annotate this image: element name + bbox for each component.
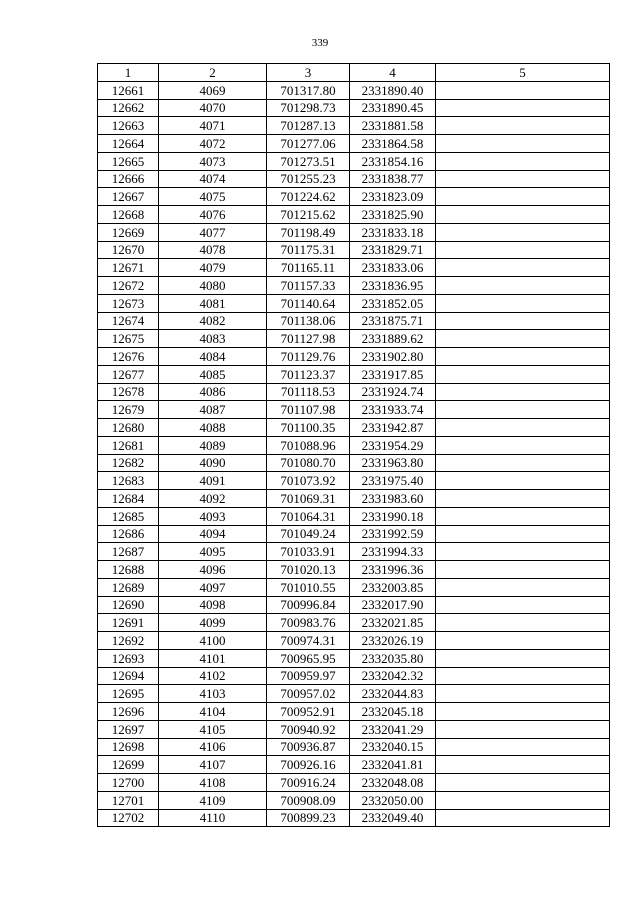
x-coordinate-cell: 700916.24 [267,774,350,792]
y-coordinate-cell: 2331823.09 [350,188,436,206]
note-cell [436,188,610,206]
table-row [98,490,610,508]
note-cell [436,401,610,419]
point-number-cell: 4079 [159,259,267,277]
point-number-cell: 4085 [159,365,267,383]
point-number-cell: 4101 [159,649,267,667]
point-number-cell: 4072 [159,135,267,153]
point-number-cell: 4082 [159,312,267,330]
table-row [98,525,610,543]
coordinates-table [97,63,610,827]
y-coordinate-cell: 2332042.32 [350,667,436,685]
table-row [98,188,610,206]
note-cell [436,117,610,135]
table-row [98,135,610,153]
table-row [98,472,610,490]
point-number-cell: 4097 [159,578,267,596]
note-cell [436,578,610,596]
x-coordinate-cell: 701157.33 [267,277,350,295]
table-row [98,756,610,774]
y-coordinate-cell: 2331875.71 [350,312,436,330]
note-cell [436,259,610,277]
x-coordinate-cell: 700940.92 [267,720,350,738]
row-number-cell: 12698 [98,738,159,756]
point-number-cell: 4090 [159,454,267,472]
note-cell [436,791,610,809]
row-number-cell: 12694 [98,667,159,685]
point-number-cell: 4075 [159,188,267,206]
y-coordinate-cell: 2331990.18 [350,507,436,525]
table-row [98,738,610,756]
point-number-cell: 4110 [159,809,267,827]
table-row [98,241,610,259]
point-number-cell: 4100 [159,632,267,650]
note-cell [436,170,610,188]
point-number-cell: 4104 [159,703,267,721]
note-cell [436,365,610,383]
row-number-cell: 12674 [98,312,159,330]
note-cell [436,419,610,437]
row-number-cell: 12690 [98,596,159,614]
point-number-cell: 4086 [159,383,267,401]
note-cell [436,561,610,579]
table-row [98,117,610,135]
y-coordinate-cell: 2331881.58 [350,117,436,135]
note-cell [436,490,610,508]
table-row [98,348,610,366]
row-number-cell: 12702 [98,809,159,827]
x-coordinate-cell: 701127.98 [267,330,350,348]
y-coordinate-cell: 2331852.05 [350,294,436,312]
x-coordinate-cell: 701215.62 [267,206,350,224]
point-number-cell: 4106 [159,738,267,756]
point-number-cell: 4071 [159,117,267,135]
y-coordinate-cell: 2332050.00 [350,791,436,809]
table-row [98,774,610,792]
y-coordinate-cell: 2332040.15 [350,738,436,756]
row-number-cell: 12697 [98,720,159,738]
row-number-cell: 12671 [98,259,159,277]
x-coordinate-cell: 701010.55 [267,578,350,596]
table-row [98,649,610,667]
x-coordinate-cell: 701073.92 [267,472,350,490]
y-coordinate-cell: 2331996.36 [350,561,436,579]
x-coordinate-cell: 701107.98 [267,401,350,419]
y-coordinate-cell: 2331825.90 [350,206,436,224]
y-coordinate-cell: 2332049.40 [350,809,436,827]
point-number-cell: 4088 [159,419,267,437]
note-cell [436,525,610,543]
note-cell [436,809,610,827]
point-number-cell: 4093 [159,507,267,525]
point-number-cell: 4089 [159,436,267,454]
column-header-5: 5 [436,64,610,82]
point-number-cell: 4087 [159,401,267,419]
note-cell [436,720,610,738]
y-coordinate-cell: 2332003.85 [350,578,436,596]
note-cell [436,99,610,117]
row-number-cell: 12682 [98,454,159,472]
y-coordinate-cell: 2331890.45 [350,99,436,117]
table-row [98,259,610,277]
note-cell [436,667,610,685]
row-number-cell: 12668 [98,206,159,224]
row-number-cell: 12679 [98,401,159,419]
table-row [98,223,610,241]
x-coordinate-cell: 701049.24 [267,525,350,543]
note-cell [436,81,610,99]
note-cell [436,472,610,490]
point-number-cell: 4091 [159,472,267,490]
y-coordinate-cell: 2331994.33 [350,543,436,561]
x-coordinate-cell: 700983.76 [267,614,350,632]
point-number-cell: 4109 [159,791,267,809]
point-number-cell: 4096 [159,561,267,579]
row-number-cell: 12673 [98,294,159,312]
point-number-cell: 4084 [159,348,267,366]
table-row [98,543,610,561]
note-cell [436,436,610,454]
note-cell [436,756,610,774]
point-number-cell: 4099 [159,614,267,632]
row-number-cell: 12701 [98,791,159,809]
point-number-cell: 4076 [159,206,267,224]
note-cell [436,614,610,632]
table-row [98,330,610,348]
table-row [98,507,610,525]
x-coordinate-cell: 701064.31 [267,507,350,525]
y-coordinate-cell: 2331864.58 [350,135,436,153]
point-number-cell: 4095 [159,543,267,561]
y-coordinate-cell: 2331838.77 [350,170,436,188]
x-coordinate-cell: 701277.06 [267,135,350,153]
x-coordinate-cell: 701129.76 [267,348,350,366]
point-number-cell: 4069 [159,81,267,99]
point-number-cell: 4073 [159,152,267,170]
point-number-cell: 4107 [159,756,267,774]
point-number-cell: 4080 [159,277,267,295]
point-number-cell: 4098 [159,596,267,614]
column-header-2: 2 [159,64,267,82]
point-number-cell: 4108 [159,774,267,792]
point-number-cell: 4105 [159,720,267,738]
note-cell [436,206,610,224]
note-cell [436,543,610,561]
y-coordinate-cell: 2332044.83 [350,685,436,703]
row-number-cell: 12678 [98,383,159,401]
x-coordinate-cell: 701118.53 [267,383,350,401]
table-row [98,614,610,632]
row-number-cell: 12681 [98,436,159,454]
point-number-cell: 4074 [159,170,267,188]
x-coordinate-cell: 700952.91 [267,703,350,721]
row-number-cell: 12691 [98,614,159,632]
row-number-cell: 12685 [98,507,159,525]
x-coordinate-cell: 700899.23 [267,809,350,827]
x-coordinate-cell: 701273.51 [267,152,350,170]
x-coordinate-cell: 701138.06 [267,312,350,330]
table-row [98,294,610,312]
x-coordinate-cell: 701069.31 [267,490,350,508]
note-cell [436,135,610,153]
x-coordinate-cell: 701224.62 [267,188,350,206]
row-number-cell: 12692 [98,632,159,650]
x-coordinate-cell: 700959.97 [267,667,350,685]
table-row [98,454,610,472]
row-number-cell: 12689 [98,578,159,596]
x-coordinate-cell: 701100.35 [267,419,350,437]
x-coordinate-cell: 701298.73 [267,99,350,117]
x-coordinate-cell: 700926.16 [267,756,350,774]
table-row [98,436,610,454]
x-coordinate-cell: 701255.23 [267,170,350,188]
table-row [98,383,610,401]
table-body [98,81,610,827]
y-coordinate-cell: 2332021.85 [350,614,436,632]
table-header-row [98,64,610,82]
note-cell [436,703,610,721]
point-number-cell: 4083 [159,330,267,348]
row-number-cell: 12670 [98,241,159,259]
table-row [98,703,610,721]
y-coordinate-cell: 2331833.06 [350,259,436,277]
x-coordinate-cell: 701175.31 [267,241,350,259]
table-row [98,152,610,170]
y-coordinate-cell: 2331954.29 [350,436,436,454]
table-row [98,561,610,579]
column-header-1: 1 [98,64,159,82]
y-coordinate-cell: 2331889.62 [350,330,436,348]
note-cell [436,348,610,366]
note-cell [436,774,610,792]
y-coordinate-cell: 2332017.90 [350,596,436,614]
y-coordinate-cell: 2331983.60 [350,490,436,508]
table-row [98,99,610,117]
row-number-cell: 12688 [98,561,159,579]
y-coordinate-cell: 2331975.40 [350,472,436,490]
row-number-cell: 12686 [98,525,159,543]
x-coordinate-cell: 701165.11 [267,259,350,277]
note-cell [436,294,610,312]
row-number-cell: 12680 [98,419,159,437]
x-coordinate-cell: 700996.84 [267,596,350,614]
y-coordinate-cell: 2331963.80 [350,454,436,472]
note-cell [436,223,610,241]
table-row [98,596,610,614]
row-number-cell: 12683 [98,472,159,490]
y-coordinate-cell: 2331836.95 [350,277,436,295]
x-coordinate-cell: 701020.13 [267,561,350,579]
table-row [98,632,610,650]
y-coordinate-cell: 2331917.85 [350,365,436,383]
point-number-cell: 4092 [159,490,267,508]
row-number-cell: 12672 [98,277,159,295]
x-coordinate-cell: 700936.87 [267,738,350,756]
y-coordinate-cell: 2332026.19 [350,632,436,650]
row-number-cell: 12662 [98,99,159,117]
point-number-cell: 4102 [159,667,267,685]
note-cell [436,632,610,650]
point-number-cell: 4077 [159,223,267,241]
table-row [98,277,610,295]
x-coordinate-cell: 701088.96 [267,436,350,454]
note-cell [436,738,610,756]
row-number-cell: 12666 [98,170,159,188]
note-cell [436,649,610,667]
note-cell [436,454,610,472]
y-coordinate-cell: 2331890.40 [350,81,436,99]
table-row [98,809,610,827]
x-coordinate-cell: 701287.13 [267,117,350,135]
y-coordinate-cell: 2332041.81 [350,756,436,774]
point-number-cell: 4103 [159,685,267,703]
table-row [98,312,610,330]
table-row [98,720,610,738]
table-row [98,170,610,188]
x-coordinate-cell: 701317.80 [267,81,350,99]
y-coordinate-cell: 2331833.18 [350,223,436,241]
row-number-cell: 12687 [98,543,159,561]
y-coordinate-cell: 2332035.80 [350,649,436,667]
y-coordinate-cell: 2332041.29 [350,720,436,738]
x-coordinate-cell: 700965.95 [267,649,350,667]
row-number-cell: 12667 [98,188,159,206]
row-number-cell: 12684 [98,490,159,508]
x-coordinate-cell: 700908.09 [267,791,350,809]
table-row [98,365,610,383]
note-cell [436,596,610,614]
row-number-cell: 12693 [98,649,159,667]
row-number-cell: 12665 [98,152,159,170]
note-cell [436,277,610,295]
note-cell [436,241,610,259]
table-row [98,81,610,99]
y-coordinate-cell: 2331933.74 [350,401,436,419]
x-coordinate-cell: 701080.70 [267,454,350,472]
x-coordinate-cell: 701033.91 [267,543,350,561]
y-coordinate-cell: 2331854.16 [350,152,436,170]
row-number-cell: 12696 [98,703,159,721]
table-row [98,419,610,437]
y-coordinate-cell: 2331942.87 [350,419,436,437]
table-row [98,206,610,224]
note-cell [436,330,610,348]
table-row [98,401,610,419]
column-header-4: 4 [350,64,436,82]
x-coordinate-cell: 701140.64 [267,294,350,312]
y-coordinate-cell: 2331829.71 [350,241,436,259]
row-number-cell: 12700 [98,774,159,792]
point-number-cell: 4094 [159,525,267,543]
table-row [98,791,610,809]
point-number-cell: 4078 [159,241,267,259]
y-coordinate-cell: 2332048.08 [350,774,436,792]
x-coordinate-cell: 701123.37 [267,365,350,383]
point-number-cell: 4081 [159,294,267,312]
note-cell [436,685,610,703]
y-coordinate-cell: 2331924.74 [350,383,436,401]
note-cell [436,152,610,170]
table-row [98,578,610,596]
note-cell [436,383,610,401]
table-row [98,685,610,703]
x-coordinate-cell: 701198.49 [267,223,350,241]
page-number: 339 [311,37,329,49]
note-cell [436,507,610,525]
x-coordinate-cell: 700974.31 [267,632,350,650]
row-number-cell: 12661 [98,81,159,99]
row-number-cell: 12677 [98,365,159,383]
row-number-cell: 12663 [98,117,159,135]
x-coordinate-cell: 700957.02 [267,685,350,703]
row-number-cell: 12676 [98,348,159,366]
row-number-cell: 12695 [98,685,159,703]
point-number-cell: 4070 [159,99,267,117]
y-coordinate-cell: 2332045.18 [350,703,436,721]
y-coordinate-cell: 2331902.80 [350,348,436,366]
note-cell [436,312,610,330]
table-row [98,667,610,685]
column-header-3: 3 [267,64,350,82]
row-number-cell: 12675 [98,330,159,348]
row-number-cell: 12699 [98,756,159,774]
y-coordinate-cell: 2331992.59 [350,525,436,543]
row-number-cell: 12664 [98,135,159,153]
row-number-cell: 12669 [98,223,159,241]
